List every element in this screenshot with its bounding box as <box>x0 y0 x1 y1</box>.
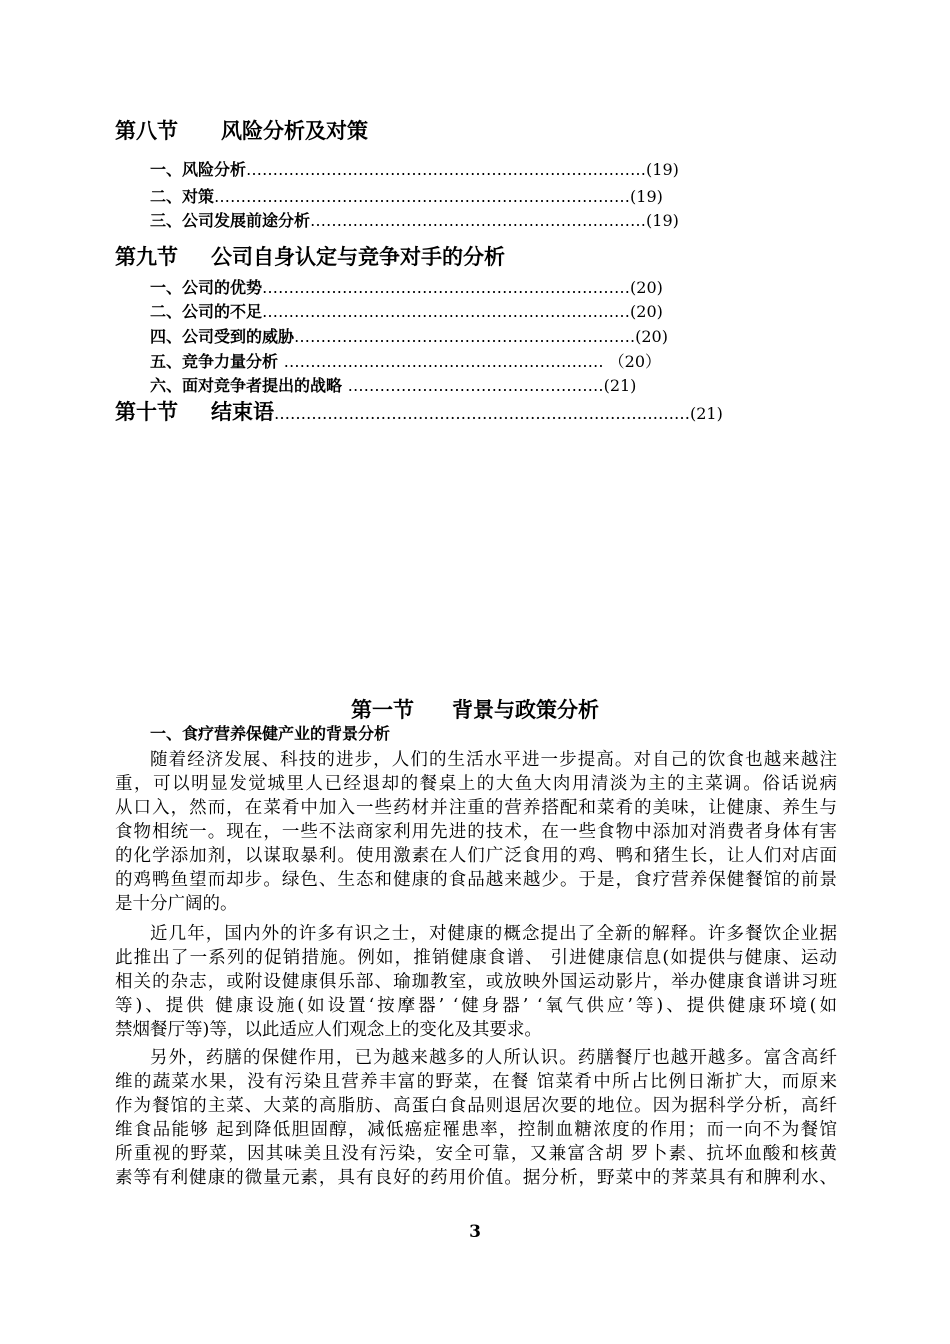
paragraph-line: 维的蔬菜水果，没有污染且营养丰富的野菜，在餐 馆菜肴中所占比例日渐扩大，而原来 <box>115 1072 837 1092</box>
toc-item[interactable] <box>150 278 663 298</box>
toc-leader-dots: …………………………………………………………………… <box>214 187 631 206</box>
paragraph-line: 所重视的野菜，因其味美且没有污染，安全可靠，又兼富含胡 罗卜素、抗坏血酸和核黄 <box>115 1144 837 1164</box>
toc-page-number: (20) <box>635 327 668 346</box>
toc-page-number: (19) <box>646 160 679 179</box>
paragraph-line: 食物相统一。现在，一些不法商家利用先进的技术，在一些食物中添加对消费者身体有害 <box>115 822 837 842</box>
toc-item-label: 五、竞争力量分析 <box>150 352 284 371</box>
toc-section-title: 风险分析及对策 <box>221 119 368 143</box>
paragraph-line: 作为餐馆的主菜、大菜的高脂肪、高蛋白食品则退居次要的地位。因为据科学分析，高纤 <box>115 1096 837 1116</box>
toc-section-number: 第九节 <box>115 245 178 269</box>
paragraph-line: 维食品能够 起到降低胆固醇，减低癌症罹患率，控制血糖浓度的作用；而一向不为餐馆 <box>115 1120 837 1140</box>
toc-section-title: 公司自身认定与竞争对手的分析 <box>211 245 505 269</box>
paragraph-line: 等)、提供 健康设施(如设置‘按摩器’ ‘健身器’ ‘氧气供应’等)、提供健康环境(如 <box>115 996 837 1016</box>
toc-leader-dots: ………………………………………… <box>347 376 604 395</box>
toc-item-label: 三、公司发展前途分析 <box>150 211 311 230</box>
paragraph-line: 素等有利健康的微量元素，具有良好的药用价值。据分析，野菜中的荠菜具有和脾利水、 <box>115 1168 837 1188</box>
toc-item-label: 二、对策 <box>150 187 215 206</box>
section-heading <box>0 697 950 723</box>
toc-item[interactable] <box>150 160 679 180</box>
toc-item[interactable] <box>150 327 668 347</box>
paragraph-line: 相关的杂志，或附设健康俱乐部、瑜珈教室，或放映外国运动影片，举办健康食谱讲习班 <box>115 972 837 992</box>
section-heading-title: 背景与政策分析 <box>452 698 599 722</box>
toc-item-label: 四、公司受到的威胁 <box>150 327 295 346</box>
toc-page-number: (21) <box>690 404 723 423</box>
toc-section-number: 第八节 <box>115 119 178 143</box>
toc-leader-dots: ……………………………………………………… <box>310 211 647 230</box>
paragraph-line: 近几年，国内外的许多有识之士，对健康的概念提出了全新的解释。许多餐饮企业据 <box>150 924 837 944</box>
toc-page-number: (20) <box>630 302 663 321</box>
toc-item-label: 六、面对竞争者提出的战略 <box>150 376 348 395</box>
toc-leader-dots: …………………………………………………………… <box>262 302 631 321</box>
toc-section-8[interactable] <box>115 118 368 144</box>
paragraph-line: 是十分广阔的。 <box>115 894 238 914</box>
paragraph-line: 从口入，然而，在菜肴中加入一些药材并注重的营养搭配和菜肴的美味，让健康、养生与 <box>115 798 837 818</box>
toc-item[interactable] <box>150 211 679 231</box>
toc-item-label: 一、风险分析 <box>150 160 247 179</box>
toc-section-number: 第十节 <box>115 400 178 424</box>
subsection-heading: 一、食疗营养保健产业的背景分析 <box>150 724 391 743</box>
toc-leader-dots: ………………………………………………………. <box>294 327 636 346</box>
page-number: 3 <box>469 1222 481 1242</box>
toc-page-number: （20） <box>608 352 662 371</box>
paragraph-line: 另外，药膳的保健作用，已为越来越多的人所认识。药膳餐厅也越开越多。富含高纤 <box>150 1048 837 1068</box>
toc-leader-dots: …………………………………………………………………… <box>274 404 690 423</box>
paragraph-line: 的鸡鸭鱼望而却步。绿色、生态和健康的食品越来越少。于是，食疗营养保健餐馆的前景 <box>115 870 837 890</box>
toc-page-number: (19) <box>646 211 679 230</box>
toc-item-label: 一、公司的优势 <box>150 278 263 297</box>
toc-item[interactable] <box>150 352 661 372</box>
toc-section-9[interactable] <box>115 244 505 270</box>
toc-item-label: 二、公司的不足 <box>150 302 263 321</box>
toc-page-number: (21) <box>603 376 637 395</box>
toc-leader-dots: ………………………………………………………………… <box>246 160 647 179</box>
paragraph-line: 禁烟餐厅等)等，以此适应人们观念上的变化及其要求。 <box>115 1020 542 1040</box>
paragraph-line: 随着经济发展、科技的进步，人们的生活水平进一步提高。对自己的饮食也越来越注 <box>150 750 837 770</box>
toc-page-number: (20) <box>630 278 663 297</box>
paragraph-line: 重，可以明显发觉城里人已经退却的餐桌上的大鱼大肉用清淡为主的主菜调。俗话说病 <box>115 774 837 794</box>
toc-item[interactable] <box>150 302 663 322</box>
paragraph-line: 的化学添加剂，以谋取暴利。使用激素在人们广泛食用的鸡、鸭和猪生长，让人们对店面 <box>115 846 837 866</box>
section-heading-number: 第一节 <box>351 698 414 722</box>
toc-leader-dots: …………………………………………………………… <box>262 278 631 297</box>
toc-page-number: (19) <box>630 187 663 206</box>
paragraph-line: 此推出了一系列的促销措施。例如，推销健康食谱、 引进健康信息(如提供与健康、运动 <box>115 948 837 968</box>
toc-leader-dots: …………………………………………………… <box>283 352 609 371</box>
toc-section-10[interactable] <box>115 399 723 427</box>
toc-item[interactable] <box>150 376 636 396</box>
toc-item[interactable] <box>150 187 663 207</box>
toc-section-title: 结束语 <box>211 400 274 424</box>
